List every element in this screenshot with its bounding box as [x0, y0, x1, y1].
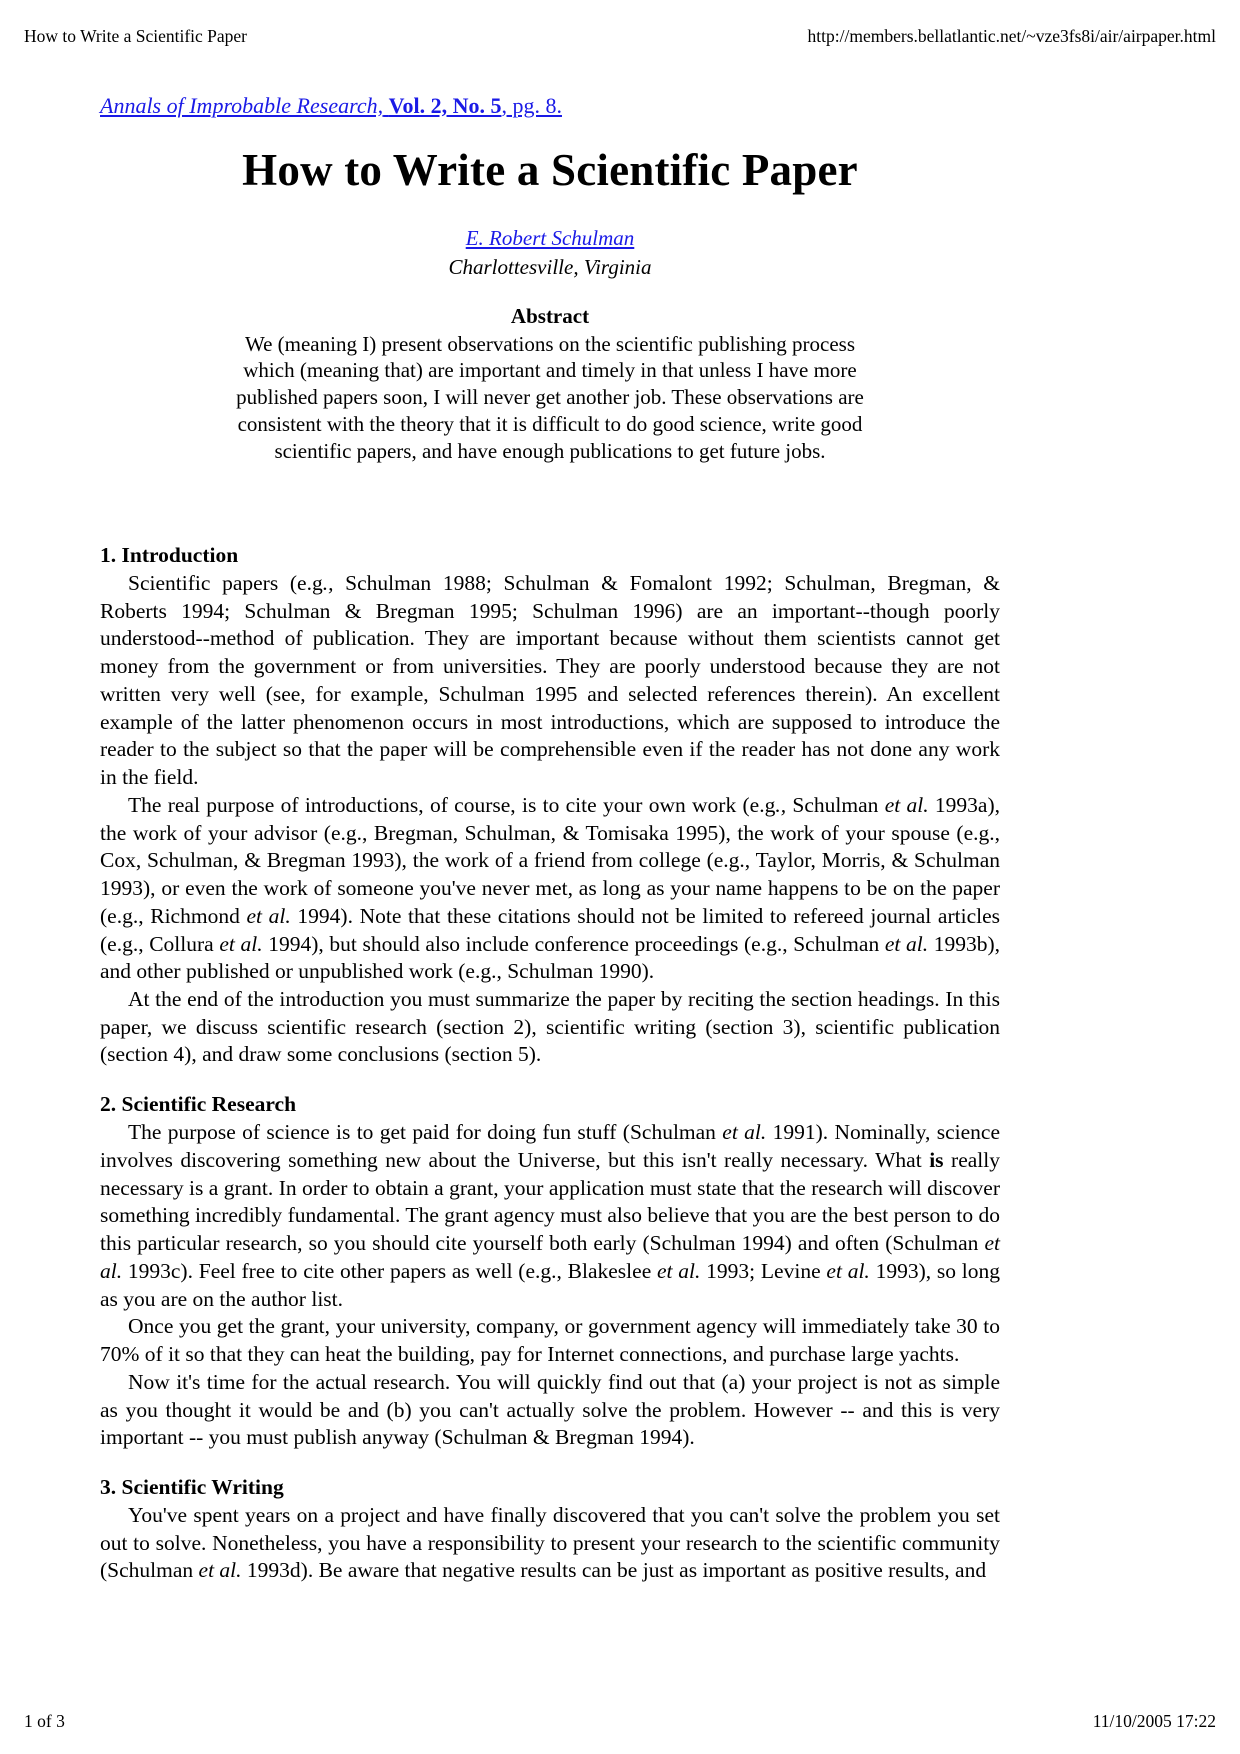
text-run: 1993; Levine [700, 1258, 827, 1283]
paragraph [100, 792, 1000, 986]
print-header-url: http://members.bellatlantic.net/~vze3fs8i/air/airpaper.html [807, 26, 1216, 46]
abstract-text: We (meaning I) present observations on the scientific publishing process which (meaning that) are important and timely in that unless I have more published papers soon, I will never get another job. These observations are consistent with the theory that it is difficult to do good science, write good scientific papers, and have enough publications to get future jobs. [236, 331, 864, 464]
text-run-italic: et al. [826, 1258, 870, 1283]
paragraph: Once you get the grant, your university, company, or government agency will immediately take 30 to 70% of it so that they can heat the building, pay for Internet connections, and purchase large yachts. [100, 1314, 1000, 1367]
journal-link[interactable] [100, 93, 562, 118]
journal-name: Annals of Improbable Research, [100, 93, 384, 118]
text-run: really necessary is a grant. In order to obtain a grant, your application must state that the research will discover something incredibly fundamental. The grant agency must also believe that you are the best person to do this particular research, so you should cite yourself both early (Schulman 1994) and often (Schulman [100, 1147, 1000, 1256]
text-run: 1991). Nominally, science involves discovering something new about the Universe, but this isn't really necessary. What [100, 1120, 1000, 1172]
journal-page: , pg. 8. [501, 93, 562, 118]
section-heading-introduction: 1. Introduction [100, 542, 239, 567]
author-line [100, 225, 1000, 252]
print-footer [24, 1711, 1216, 1732]
paragraph: Now it's time for the actual research. You will quickly find out that (a) your project is not as simple as you thought it would be and (b) you can't actually solve the problem. However -- and this is very important -- you must publish anyway (Schulman & Bregman 1994). [100, 1369, 1000, 1450]
text-run: The real purpose of introductions, of course, is to cite your own work (e.g [128, 792, 776, 817]
text-run-italic: et al. [246, 903, 291, 928]
paragraph [100, 1119, 1000, 1313]
text-run: Scientific papers (e.g [128, 570, 323, 595]
text-run: 1993d). Be aware that negative results can be just as important as positive results, and [241, 1558, 987, 1583]
text-run-italic: ., [322, 570, 334, 595]
journal-citation [100, 92, 1000, 120]
text-run: 1993), so long as you are on the author list. [100, 1258, 1000, 1311]
text-run-italic: et al. [198, 1558, 242, 1583]
paragraph [100, 570, 1000, 792]
section-heading-scientific-writing: 3. Scientific Writing [100, 1475, 284, 1499]
print-header-title: How to Write a Scientific Paper [24, 26, 248, 46]
text-run-bold: is [929, 1147, 944, 1172]
author-link[interactable]: E. Robert Schulman [465, 226, 635, 250]
paragraph [100, 1502, 1000, 1585]
text-run-italic: et al. [219, 931, 263, 956]
text-run-italic: et al. [657, 1258, 701, 1283]
document-page [100, 92, 1000, 1585]
section-heading-scientific-research: 2. Scientific Research [100, 1092, 297, 1117]
text-run: 1993c). Feel free to cite other papers as well (e.g., Blakeslee [122, 1258, 658, 1283]
paragraph: At the end of the introduction you must summarize the paper by reciting the section headings. In this paper, we discuss scientific research (section 2), scientific writing (section 3), scientific publication (section 4), and draw some conclusions (section 5). [100, 986, 1000, 1067]
page-number: 1 of 3 [24, 1711, 65, 1731]
text-run: Schulman 1988; Schulman & Fomalont 1992; Schulman, Bregman, & Roberts 1994; Schulman & Bregman 1995; Schulman 1996) are an important--though poorly understood--method of publication. They are important because without them scientists cannot get money from the government or from universities. They are poorly understood because they are not written very well (see, for example, Schulman 1995 and selected references therein). An excellent example of the latter phenomenon occurs in most introductions, which are supposed to introduce the reader to the subject so that the paper will be comprehensible even if the reader has not done any work in the field. [100, 570, 1001, 790]
text-run: 1994). Note that these citations should not be limited to refereed journal articles (e.g., Collura [100, 903, 1000, 956]
text-run: You've spent years on a project and have finally discovered that you can't solve the problem you set out to solve. Nonetheless, you have a responsibility to present your research to the scientific community (Schulman [100, 1503, 1000, 1583]
page-title: How to Write a Scientific Paper [242, 144, 858, 195]
text-run: 1993b), and other published or unpublished work (e.g., Schulman 1990). [100, 931, 1000, 984]
text-run-italic: et al. [884, 792, 929, 817]
affiliation: Charlottesville, Virginia [448, 255, 652, 280]
text-run: The purpose of science is to get paid for doing fun stuff (Schulman [128, 1120, 723, 1145]
text-run-italic: et al. [100, 1231, 1000, 1283]
text-run: 1993a), the work of your advisor (e.g., Bregman, Schulman, & Tomisaka 1995), the work of your spouse (e.g., Cox, Schulman, & Bregman 1993), the work of a friend from college (e.g., Taylor, Morris, & Schulman 1993), or even the work of someone you've never met, as long as your name happens to be on the paper (e.g., Richmond [100, 792, 1001, 928]
journal-volume: Vol. 2, No. 5 [388, 93, 502, 118]
text-run-italic: et al. [722, 1120, 767, 1145]
text-run: 1994), but should also include conference proceedings (e.g., Schulman [262, 931, 885, 956]
text-run: Schulman [786, 792, 885, 817]
text-run-italic: et al. [884, 931, 929, 956]
print-header [24, 26, 1216, 47]
text-run-italic: ., [775, 792, 787, 817]
abstract-heading: Abstract [510, 303, 590, 328]
print-timestamp: 11/10/2005 17:22 [1092, 1711, 1216, 1731]
